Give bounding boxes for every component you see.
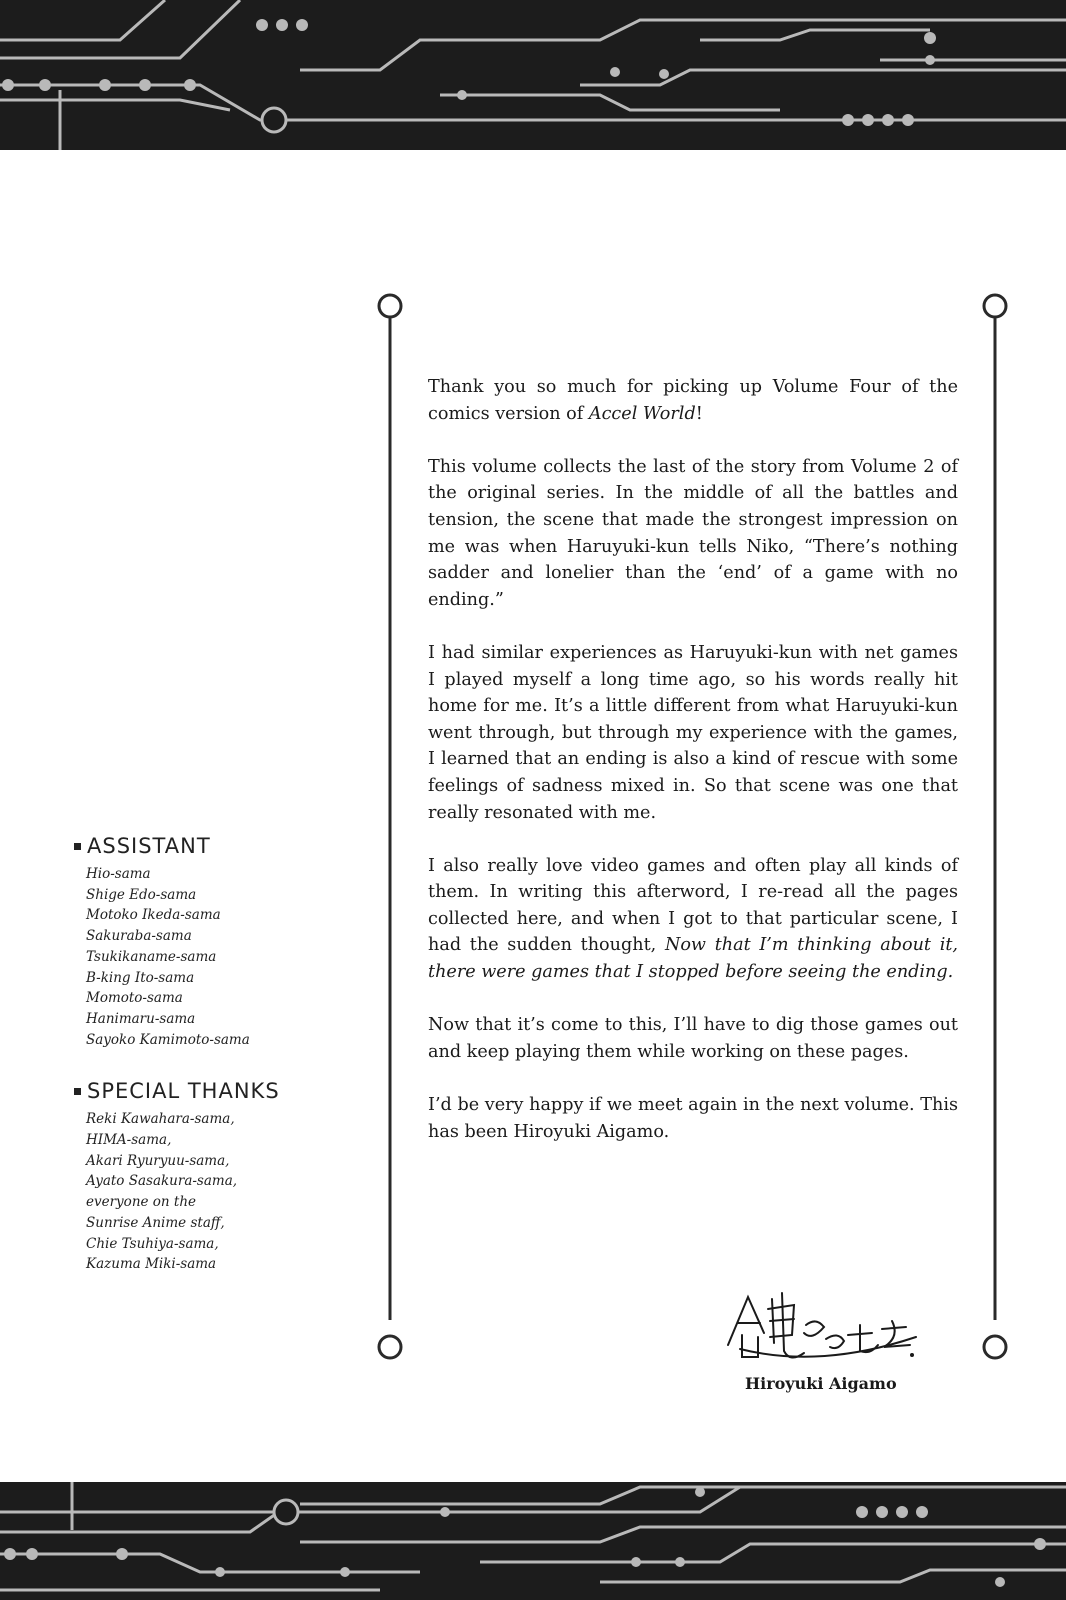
assistant-list (86, 864, 364, 1050)
assistant-name: Hio-sama (86, 866, 151, 882)
assistant-name: Hanimaru-sama (86, 1010, 196, 1027)
special-thanks-block (74, 1079, 364, 1275)
thanks-name: everyone on the (86, 1194, 197, 1211)
special-thanks-list (86, 1109, 364, 1275)
letter-paragraph-4: I also really love video games and often play all kinds of them. In writing this afterword, I re-read all the pages collected here, and when I got to that particular scene, I had the sudden thought, Now that I’m thinking about it, there were games that I stopped before seeing the ending. (428, 855, 958, 983)
assistant-heading: ASSISTANT (74, 834, 364, 858)
letter-paragraph-5: Now that it’s come to this, I’ll have to dig those games out and keep playing them while working on these pages. (428, 1015, 958, 1062)
thanks-name: Ayato Sasakura-sama, (86, 1173, 238, 1190)
top-circuit-banner (0, 0, 1066, 150)
afterword-letter (428, 374, 958, 1172)
frame-terminal-icon (379, 1336, 401, 1358)
frame-terminal-icon (379, 295, 401, 317)
inner-thought: Now that I’m thinking about it, there were games that I stopped before seeing the ending. (428, 935, 958, 983)
thanks-name: Akari Ryuryuu-sama, (86, 1152, 230, 1169)
frame-terminal-icon (984, 1336, 1006, 1358)
assistant-name: Motoko Ikeda-sama (86, 907, 221, 924)
handwritten-signature (720, 1285, 940, 1375)
letter-paragraph-3: I had similar experiences as Haruyuki-kun with net games I played myself a long time ago, so his words really hit home for me. It’s a little different from what Haruyuki-kun went through, but through my experience with the games, I learned that an ending is also a kind of rescue with some feelings of sadness mixed in. So that scene was one that really resonated with me. (428, 642, 958, 823)
letter-paragraph-2: This volume collects the last of the story from Volume 2 of the original series. In the middle of all the battles and tension, the scene that made the strongest impression on me was when Haruyuki-kun tells Niko, “There’s nothing sadder and lonelier than the ‘end’ of a game with no ending.” (428, 456, 958, 610)
assistant-name: Shige Edo-sama (86, 886, 197, 903)
bottom-circuit-banner (0, 1482, 1066, 1600)
assistant-block (74, 834, 364, 1050)
bullet-square-icon (74, 843, 81, 850)
credits-column (74, 834, 364, 1275)
assistant-name: Sakuraba-sama (86, 928, 192, 945)
frame-terminal-icon (984, 295, 1006, 317)
assistant-name: Tsukikaname-sama (86, 948, 217, 965)
thanks-name: Kazuma Miki-sama (86, 1256, 217, 1273)
assistant-name: Momoto-sama (86, 990, 183, 1007)
assistant-name: Sayoko Kamimoto-sama (86, 1031, 250, 1048)
thanks-name: HIMA-sama, (86, 1132, 172, 1149)
letter-paragraph-1: Thank you so much for picking up Volume Four of the comics version of Accel World! (428, 377, 958, 424)
bullet-square-icon (74, 1088, 81, 1095)
thanks-name: Reki Kawahara-sama, (86, 1111, 235, 1128)
thanks-name: Chie Tsuhiya-sama, (86, 1235, 219, 1252)
special-thanks-heading: SPECIAL THANKS (74, 1079, 364, 1103)
assistant-name: B-king Ito-sama (86, 969, 195, 986)
book-title: Accel World (588, 403, 696, 424)
letter-paragraph-6: I’d be very happy if we meet again in the next volume. This has been Hiroyuki Aigamo. (428, 1095, 958, 1142)
author-name: Hiroyuki Aigamo (745, 1374, 897, 1393)
thanks-name: Sunrise Anime staff, (86, 1214, 225, 1231)
